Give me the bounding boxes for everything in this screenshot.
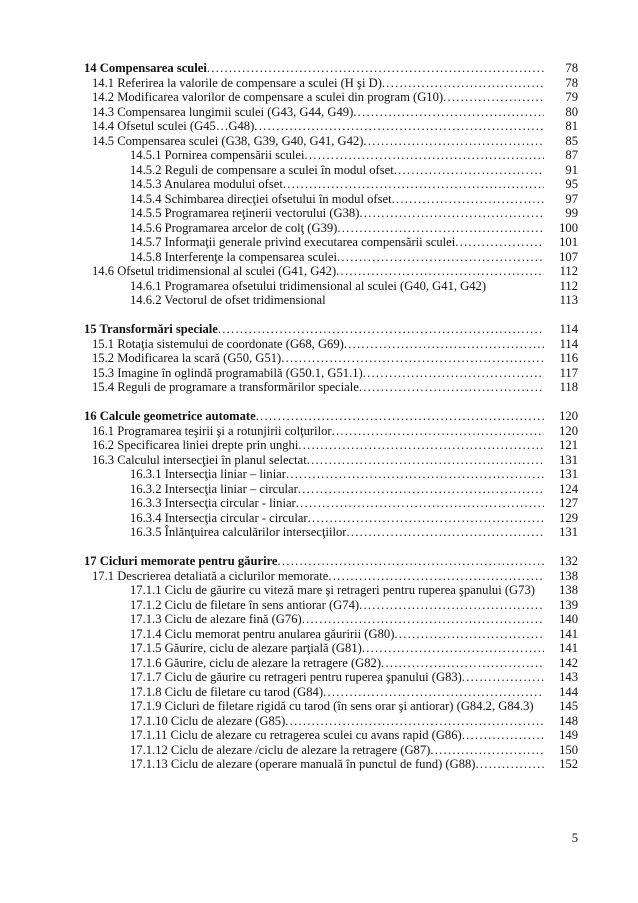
dot-leader [476, 757, 545, 772]
toc-entry-page-number: 113 [559, 293, 578, 307]
toc-entry-title: 17.1.1 Ciclu de găurire cu viteză mare şi retrageri pentru ruperea şpanului (G73) [130, 583, 535, 597]
toc-entry-page-number: 80 [565, 104, 578, 119]
toc-entry-page-number: 78 [565, 61, 578, 75]
toc-entry-page-number: 129 [559, 510, 578, 525]
toc-entry-title: 14 Compensarea sculei [84, 61, 207, 75]
toc-entry-title: 17.1.8 Ciclu de filetare cu tarod (G84) [130, 684, 324, 699]
dot-leader [337, 221, 544, 236]
toc-subsection-entry [84, 685, 578, 700]
toc-entry-title: 17.1.2 Ciclu de filetare în sens antiorar (G74) [130, 597, 360, 612]
toc-entry-title: 16.3.1 Intersecţia liniar – liniar [130, 467, 286, 481]
toc-entry-page-number: 95 [565, 177, 578, 191]
toc-entry-page-number: 121 [559, 438, 578, 452]
toc-entry-page-number: 87 [565, 148, 578, 162]
toc-entry-title: 14.5.2 Reguli de compensare a sculei în modul ofset [130, 162, 394, 177]
toc-entry-title: 14.5.1 Pornirea compensării sculei [130, 148, 305, 162]
toc-entry-title: 14.5.4 Schimbarea direcţiei ofsetului în modul ofset [130, 191, 392, 206]
dot-leader [363, 366, 544, 381]
dot-leader [359, 380, 544, 395]
toc-entry-page-number: 78 [565, 75, 578, 90]
toc-entry-title: 14.3 Compensarea lungimii sculei (G43, G44, G49) [92, 104, 354, 119]
dot-leader [285, 714, 544, 729]
toc-entry-title: 17.1.10 Ciclu de alezare (G85) [130, 713, 286, 728]
dot-leader [362, 641, 544, 656]
toc-entry-page-number: 145 [559, 699, 578, 713]
toc-entry-page-number: 112 [559, 278, 578, 293]
dot-leader [359, 206, 544, 221]
toc-entry-page-number: 138 [559, 568, 578, 583]
toc-subsection-entry [84, 656, 578, 671]
toc-entry-title: 16.3.4 Intersecţia circular - circular [130, 510, 308, 525]
toc-entry-page-number: 118 [559, 380, 578, 394]
toc-subsection-entry [84, 627, 578, 642]
toc-subsection-entry [84, 612, 578, 627]
toc-subsection-entry [84, 525, 578, 540]
toc-entry-page-number: 144 [559, 684, 578, 699]
toc-entry-page-number: 79 [565, 90, 578, 104]
dot-leader [218, 322, 544, 337]
dot-leader [363, 134, 544, 149]
toc-section-entry [84, 90, 578, 105]
toc-subsection-entry [84, 714, 578, 729]
toc-entry-page-number: 107 [559, 249, 578, 264]
dot-leader [283, 177, 544, 192]
toc-entry-title: 14.5.7 Informaţii generale privind executarea compensării sculei [130, 235, 456, 249]
toc-section-entry [84, 569, 578, 584]
toc-entry-page-number: 81 [565, 119, 578, 133]
toc-chapter-block [84, 61, 578, 308]
toc-entry-page-number: 148 [559, 713, 578, 728]
toc-section-entry [84, 380, 578, 395]
toc-chapter-block [84, 554, 578, 772]
toc-entry-title: 17.1.11 Ciclu de alezare cu retragerea sculei cu avans rapid (G86) [130, 728, 462, 742]
toc-entry-title: 16.3.3 Intersecţia circular - liniar [130, 496, 296, 510]
toc-entry-page-number: 140 [559, 612, 578, 626]
dot-leader [307, 453, 544, 468]
toc-entry-page-number: 112 [559, 264, 578, 278]
toc-entry-page-number: 91 [565, 162, 578, 177]
toc-section-entry [84, 337, 578, 352]
dot-leader [430, 743, 544, 758]
toc-entry-page-number: 141 [559, 626, 578, 641]
dot-leader [323, 685, 544, 700]
dot-leader [256, 409, 544, 424]
toc-entry-title: 14.5 Compensarea sculei (G38, G39, G40, G41, G42) [92, 133, 364, 148]
toc-subsection-entry [84, 757, 578, 772]
dot-leader [394, 627, 544, 642]
toc-subsection-entry [84, 670, 578, 685]
toc-entry-title: 17.1.5 Găurire, ciclu de alezare parţială (G81) [130, 641, 362, 655]
dot-leader [382, 76, 544, 91]
toc-entry-title: 17.1.13 Ciclu de alezare (operare manuală în punctul de fund) (G88) [130, 757, 476, 771]
dot-leader [394, 163, 544, 178]
toc-entry-page-number: 99 [565, 206, 578, 220]
toc-entry-page-number: 100 [559, 220, 578, 235]
dot-leader [337, 250, 544, 265]
dot-leader [207, 61, 544, 76]
toc-entry-title: 14.5.5 Programarea reţinerii vectorului (G38) [130, 206, 360, 220]
toc-chapter-entry [84, 322, 578, 337]
toc-entry-page-number: 127 [559, 496, 578, 510]
toc-section-entry [84, 351, 578, 366]
toc-entry-page-number: 124 [559, 481, 578, 496]
toc-entry-title: 16.3 Calculul intersecţiei în planul selectat [92, 452, 307, 467]
toc-entry-title: 17.1 Descrierea detaliată a ciclurilor memorate [92, 568, 329, 583]
toc-subsection-entry [84, 163, 578, 178]
toc-entry-page-number: 85 [565, 133, 578, 148]
dot-leader [281, 351, 544, 366]
toc-subsection-entry [84, 250, 578, 265]
toc-entry-page-number: 131 [559, 452, 578, 467]
dot-leader [278, 554, 544, 569]
toc-chapter-entry [84, 554, 578, 569]
dot-leader [359, 598, 544, 613]
toc-entry-title: 14.1 Referirea la valorile de compensare a sculei (H şi D) [92, 75, 382, 90]
toc-section-entry [84, 438, 578, 453]
toc-subsection-entry [84, 743, 578, 758]
toc-subsection-entry [84, 177, 578, 192]
toc-entry-title: 15.2 Modificarea la scară (G50, G51) [92, 351, 282, 365]
toc-entry-title: 16.3.2 Intersecţia liniar – circular [130, 481, 298, 496]
toc-entry-page-number: 120 [559, 423, 578, 438]
toc-subsection-entry [84, 221, 578, 236]
toc-entry-page-number: 116 [559, 351, 578, 365]
dot-leader [286, 467, 544, 482]
toc-entry-page-number: 101 [559, 235, 578, 249]
toc-entry-page-number: 138 [559, 583, 578, 597]
dot-leader [455, 235, 544, 250]
toc-subsection-entry [84, 206, 578, 221]
toc-section-entry [84, 453, 578, 468]
dot-leader [308, 511, 544, 526]
toc-entry-page-number: 141 [559, 641, 578, 655]
dot-leader [381, 656, 544, 671]
toc-entry-title: 16.2 Specificarea liniei drepte prin unghi [92, 438, 299, 452]
toc-entry-title: 14.5.6 Programarea arcelor de colţ (G39) [130, 220, 338, 235]
toc-entry-title: 14.5.8 Interferenţe la compensarea sculei [130, 249, 337, 264]
toc-subsection-entry [84, 598, 578, 613]
toc-entry-title: 17.1.4 Ciclu memorat pentru anularea găuririi (G80) [130, 626, 395, 641]
toc-entry-title: 15 Transformări speciale [84, 322, 218, 336]
toc-subsection-entry [84, 728, 578, 743]
dot-leader [462, 670, 544, 685]
dot-leader [298, 482, 544, 497]
toc-subsection-entry [84, 192, 578, 207]
toc-entry-title: 17.1.9 Cicluri de filetare rigidă cu tarod (în sens orar şi antiorar) (G84.2, G84.3) [130, 699, 534, 713]
dot-leader [336, 264, 544, 279]
toc-entry-title: 14.2 Modificarea valorilor de compensare a sculei din program (G10) [92, 90, 444, 104]
toc-subsection-entry [84, 467, 578, 482]
toc-entry-title: 14.6 Ofsetul tridimensional al sculei (G41, G42) [92, 264, 337, 278]
dot-leader [298, 438, 544, 453]
toc-entry-page-number: 149 [559, 728, 578, 742]
toc-entry-title: 16 Calcule geometrice automate [84, 409, 256, 423]
toc-entry-page-number: 131 [559, 467, 578, 481]
dot-leader [346, 525, 544, 540]
toc-entry-title: 16.1 Programarea teşirii şi a rotunjirii colţurilor [92, 423, 332, 438]
toc-subsection-entry [84, 235, 578, 250]
toc-entry-title: 17.1.3 Ciclu de alezare fină (G76) [130, 612, 302, 626]
toc-subsection-entry [84, 293, 578, 308]
toc-subsection-entry [84, 496, 578, 511]
toc-entry-page-number: 152 [559, 757, 578, 771]
toc-entry-title: 15.3 Imagine în oglindă programabilă (G50.1, G51.1) [92, 365, 363, 380]
toc-entry-title: 16.3.5 Înlănţuirea calculărilor intersecţiilor [130, 525, 347, 539]
toc-entry-title: 17 Cicluri memorate pentru găurire [84, 554, 278, 568]
toc-section-entry [84, 366, 578, 381]
dot-leader [305, 148, 544, 163]
dot-leader [328, 569, 544, 584]
toc-entry-page-number: 114 [559, 336, 578, 351]
toc-entry-page-number: 142 [559, 655, 578, 670]
toc-entry-title: 17.1.6 Găurire, ciclu de alezare la retragere (G82) [130, 655, 382, 670]
toc-subsection-entry [84, 699, 578, 714]
dot-leader [344, 337, 544, 352]
toc-entry-title: 14.6.1 Programarea ofsetului tridimensional al sculei (G40, G41, G42) [130, 278, 487, 293]
toc-section-entry [84, 76, 578, 91]
toc-entry-title: 14.6.2 Vectorul de ofset tridimensional [130, 293, 326, 307]
toc-subsection-entry [84, 511, 578, 526]
dot-leader [462, 728, 544, 743]
toc-section-entry [84, 424, 578, 439]
dot-leader [443, 90, 544, 105]
toc-entry-page-number: 97 [565, 191, 578, 206]
toc-entry-title: 14.4 Ofsetul sculei (G45…G48) [92, 119, 255, 133]
toc-chapter-block [84, 322, 578, 395]
dot-leader [296, 496, 544, 511]
toc-subsection-entry [84, 148, 578, 163]
toc-chapter-entry [84, 409, 578, 424]
toc-subsection-entry [84, 583, 578, 598]
toc-subsection-entry [84, 482, 578, 497]
dot-leader [302, 612, 544, 627]
page-number: 5 [571, 831, 578, 845]
toc-section-entry [84, 264, 578, 279]
toc-entry-page-number: 143 [559, 670, 578, 684]
toc-entry-page-number: 139 [559, 597, 578, 612]
table-of-contents [84, 61, 578, 772]
toc-section-entry [84, 134, 578, 149]
toc-section-entry [84, 119, 578, 134]
toc-subsection-entry [84, 641, 578, 656]
toc-subsection-entry [84, 279, 578, 294]
toc-entry-page-number: 114 [559, 322, 578, 336]
toc-entry-title: 17.1.12 Ciclu de alezare /ciclu de alezare la retragere (G87) [130, 742, 431, 757]
dot-leader [332, 424, 544, 439]
toc-chapter-block [84, 409, 578, 540]
dot-leader [392, 192, 544, 207]
toc-entry-title: 14.5.3 Anularea modului ofset [130, 177, 283, 191]
toc-entry-title: 17.1.7 Ciclu de găurire cu retrageri pentru ruperea şpanului (G83) [130, 670, 462, 684]
toc-entry-page-number: 150 [559, 742, 578, 757]
toc-entry-page-number: 131 [559, 525, 578, 539]
toc-chapter-entry [84, 61, 578, 76]
toc-entry-page-number: 120 [559, 409, 578, 423]
toc-section-entry [84, 105, 578, 120]
dot-leader [254, 119, 544, 134]
toc-entry-page-number: 132 [559, 554, 578, 568]
toc-entry-title: 15.1 Rotaţia sistemului de coordonate (G68, G69) [92, 336, 344, 351]
toc-entry-title: 15.4 Reguli de programare a transformărilor speciale [92, 380, 359, 394]
dot-leader [353, 105, 544, 120]
toc-entry-page-number: 117 [559, 365, 578, 380]
